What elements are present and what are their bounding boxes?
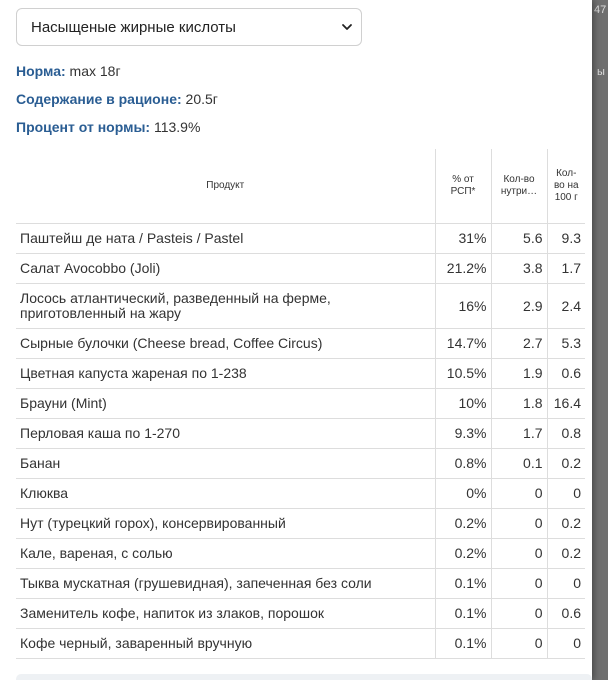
column-header-product[interactable]: Продукт bbox=[16, 149, 435, 224]
table-row bbox=[16, 539, 585, 569]
per100-cell: 0 bbox=[547, 569, 585, 599]
table-row bbox=[16, 284, 585, 329]
per100-cell: 1.7 bbox=[547, 254, 585, 284]
per100-cell: 0.6 bbox=[547, 599, 585, 629]
per100-cell: 5.3 bbox=[547, 329, 585, 359]
nutrient-select-value: Насыщеные жирные кислоты bbox=[31, 19, 236, 36]
product-cell: Кофе черный, заваренный вручную bbox=[16, 629, 435, 659]
content-value: 20.5г bbox=[185, 91, 218, 107]
amount-cell: 1.7 bbox=[491, 419, 547, 449]
table-row bbox=[16, 599, 585, 629]
percent-cell: 0.1% bbox=[435, 629, 491, 659]
percent-cell: 10.5% bbox=[435, 359, 491, 389]
per100-cell: 0.6 bbox=[547, 359, 585, 389]
amount-cell: 0.1 bbox=[491, 449, 547, 479]
chevron-down-icon bbox=[341, 21, 353, 33]
product-cell: Заменитель кофе, напиток из злаков, порошок bbox=[16, 599, 435, 629]
amount-cell: 0 bbox=[491, 539, 547, 569]
amount-cell: 5.6 bbox=[491, 224, 547, 254]
product-cell: Салат Avocobbo (Joli) bbox=[16, 254, 435, 284]
percent-cell: 0.2% bbox=[435, 539, 491, 569]
amount-cell: 0 bbox=[491, 629, 547, 659]
table-row bbox=[16, 629, 585, 659]
percent-cell: 0.1% bbox=[435, 569, 491, 599]
amount-cell: 0 bbox=[491, 509, 547, 539]
column-header-per100[interactable]: Кол-во на 100 г bbox=[547, 149, 585, 224]
nutrient-select[interactable] bbox=[16, 8, 362, 46]
percent-cell: 0.1% bbox=[435, 599, 491, 629]
amount-cell: 2.9 bbox=[491, 284, 547, 329]
content-label: Содержание в рационе: bbox=[16, 91, 182, 107]
product-cell: Паштейш де ната / Pasteis / Pastel bbox=[16, 224, 435, 254]
per100-cell: 0 bbox=[547, 629, 585, 659]
percent-cell: 0.8% bbox=[435, 449, 491, 479]
product-cell: Брауни (Mint) bbox=[16, 389, 435, 419]
content-line bbox=[16, 91, 218, 107]
amount-cell: 0 bbox=[491, 599, 547, 629]
column-header-amount[interactable]: Кол-во нутри… bbox=[491, 149, 547, 224]
percent-line bbox=[16, 119, 200, 135]
norm-label: Норма: bbox=[16, 63, 66, 79]
percent-cell: 0% bbox=[435, 479, 491, 509]
product-cell: Тыква мускатная (грушевидная), запеченная без соли bbox=[16, 569, 435, 599]
product-cell: Лосось атлантический, разведенный на ферме, приготовленный на жару bbox=[16, 284, 435, 329]
table-row bbox=[16, 479, 585, 509]
table-row bbox=[16, 224, 585, 254]
percent-cell: 16% bbox=[435, 284, 491, 329]
per100-cell: 16.4 bbox=[547, 389, 585, 419]
amount-cell: 0 bbox=[491, 479, 547, 509]
per100-cell: 0.8 bbox=[547, 419, 585, 449]
products-table bbox=[16, 149, 585, 659]
table-row bbox=[16, 419, 585, 449]
product-cell: Клюква bbox=[16, 479, 435, 509]
amount-cell: 1.9 bbox=[491, 359, 547, 389]
percent-value: 113.9% bbox=[153, 119, 201, 135]
table-header-row bbox=[16, 149, 585, 224]
percent-cell: 31% bbox=[435, 224, 491, 254]
product-cell: Нут (турецкий горох), консервированный bbox=[16, 509, 435, 539]
amount-cell: 1.8 bbox=[491, 389, 547, 419]
product-cell: Сырные булочки (Cheese bread, Coffee Circus) bbox=[16, 329, 435, 359]
amount-cell: 3.8 bbox=[491, 254, 547, 284]
percent-cell: 10% bbox=[435, 389, 491, 419]
percent-cell: 9.3% bbox=[435, 419, 491, 449]
table-row bbox=[16, 389, 585, 419]
per100-cell: 0 bbox=[547, 479, 585, 509]
bottom-bar bbox=[16, 674, 592, 680]
percent-label: Процент от нормы: bbox=[16, 119, 151, 135]
table-row bbox=[16, 254, 585, 284]
product-cell: Цветная капуста жареная по 1-238 bbox=[16, 359, 435, 389]
product-cell: Перловая каша по 1-270 bbox=[16, 419, 435, 449]
table-row bbox=[16, 569, 585, 599]
per100-cell: 0.2 bbox=[547, 449, 585, 479]
product-cell: Кале, вареная, с солью bbox=[16, 539, 435, 569]
table-row bbox=[16, 509, 585, 539]
per100-cell: 9.3 bbox=[547, 224, 585, 254]
table-row bbox=[16, 449, 585, 479]
percent-cell: 14.7% bbox=[435, 329, 491, 359]
column-header-percent[interactable]: % от РСП* bbox=[435, 149, 491, 224]
table-row bbox=[16, 329, 585, 359]
per100-cell: 0.2 bbox=[547, 539, 585, 569]
per100-cell: 0.2 bbox=[547, 509, 585, 539]
percent-cell: 0.2% bbox=[435, 509, 491, 539]
percent-cell: 21.2% bbox=[435, 254, 491, 284]
table-row bbox=[16, 359, 585, 389]
norm-value: max 18г bbox=[69, 63, 121, 79]
product-cell: Банан bbox=[16, 449, 435, 479]
background-fragment-top: 47 bbox=[594, 4, 607, 16]
norm-line bbox=[16, 63, 121, 79]
per100-cell: 2.4 bbox=[547, 284, 585, 329]
amount-cell: 0 bbox=[491, 569, 547, 599]
amount-cell: 2.7 bbox=[491, 329, 547, 359]
background-fragment-middle: ы bbox=[597, 66, 605, 78]
